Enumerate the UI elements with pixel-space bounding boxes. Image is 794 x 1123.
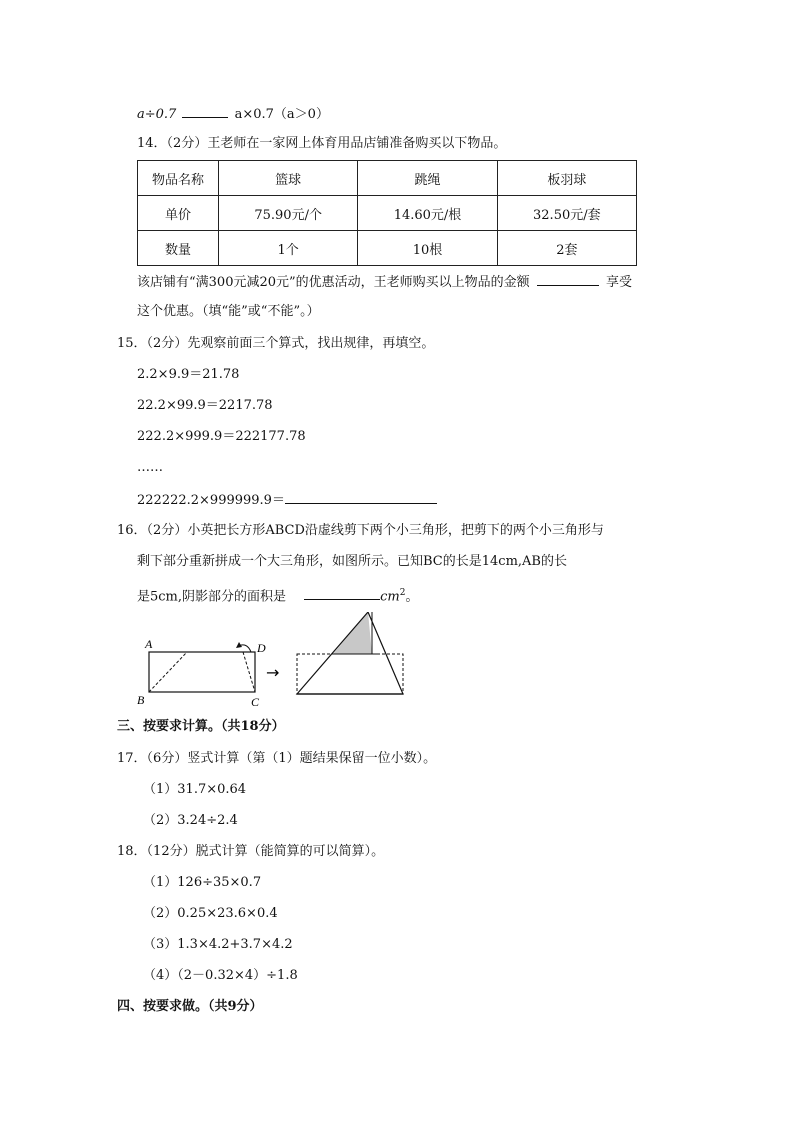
q16-unit-sup: 2 xyxy=(399,588,406,598)
q15-eq2: 22.2×99.9＝2217.78 xyxy=(137,398,273,413)
q15-eq4-line xyxy=(137,490,437,510)
cut-line-left xyxy=(149,652,187,692)
table-header-cell: 篮球 xyxy=(219,161,358,196)
section4-title: 四、按要求做。（共9分） xyxy=(117,999,263,1014)
table-row xyxy=(138,231,637,266)
q14-stem: 14．（2分）王老师在一家网上体育用品店铺准备购买以下物品。 xyxy=(137,136,507,151)
q13-line xyxy=(137,104,329,124)
table-header-cell: 跳绳 xyxy=(358,161,497,196)
q13-lhs: a÷0.7 xyxy=(137,107,177,122)
q16-answer-blank[interactable] xyxy=(304,586,380,600)
q16-end: 。 xyxy=(405,589,419,605)
table-row xyxy=(138,196,637,231)
q18-stem: 18．（12分）脱式计算（能简算的可以简算）。 xyxy=(117,844,385,859)
q16-line3-text: 是5cm,阴影部分的面积是 xyxy=(137,589,287,605)
q18-item: （1）126÷35×0.7 xyxy=(143,875,262,890)
q15-eq3: 222.2×999.9＝222177.78 xyxy=(137,429,306,444)
section3-title: 三、按要求计算。（共18分） xyxy=(117,719,285,734)
q16-line3 xyxy=(137,584,419,606)
table-cell: 10根 xyxy=(358,231,497,266)
q18-item: （2）0.25×23.6×0.4 xyxy=(143,906,278,921)
label-b: B xyxy=(137,693,145,707)
q18-item: （3）1.3×4.2+3.7×4.2 xyxy=(143,937,293,952)
q15-eq4: 222222.2×999999.9＝ xyxy=(137,493,285,508)
q14-text-line1 xyxy=(137,272,632,292)
q14-text-line2: 这个优惠。（填“能”或“不能”。） xyxy=(137,304,320,319)
label-d: D xyxy=(257,641,266,655)
q16-line2: 剩下部分重新拼成一个大三角形，如图所示。已知BC的长是14cm,AB的长 xyxy=(137,554,567,569)
table-cell: 单价 xyxy=(138,196,219,231)
q18-item: （4）（2－0.32×4）÷1.8 xyxy=(143,968,298,983)
q15-stem: 15．（2分）先观察前面三个算式，找出规律，再填空。 xyxy=(117,336,435,351)
label-a: A xyxy=(145,637,153,651)
table-cell: 2套 xyxy=(497,231,636,266)
q14-answer-blank[interactable] xyxy=(537,272,599,286)
q17-item: （1）31.7×0.64 xyxy=(143,782,247,797)
q15-eq1: 2.2×9.9＝21.78 xyxy=(137,367,240,382)
shaded-region xyxy=(333,612,372,654)
q16-line1: 16．（2分）小英把长方形ABCD沿虚线剪下两个小三角形，把剪下的两个小三角形与 xyxy=(117,523,604,538)
transform-arrow-icon: → xyxy=(266,663,280,682)
dashed-rectangle xyxy=(297,654,403,694)
q15-answer-blank[interactable] xyxy=(285,490,437,504)
q17-stem: 17．（6分）竖式计算（第（1）题结果保留一位小数）。 xyxy=(117,751,437,766)
table-cell: 数量 xyxy=(138,231,219,266)
q14-text1a: 该店铺有“满300元减20元”的优惠活动，王老师购买以上物品的金额 xyxy=(137,275,530,290)
q14-text1b: 享受 xyxy=(605,275,632,290)
table-cell: 1个 xyxy=(219,231,358,266)
table-header-cell: 板羽球 xyxy=(497,161,636,196)
goods-table xyxy=(137,160,637,266)
table-cell: 75.90元/个 xyxy=(219,196,358,231)
cut-line-right xyxy=(243,652,255,692)
q15-dots: …… xyxy=(137,460,163,475)
table-cell: 14.60元/根 xyxy=(358,196,497,231)
q16-unit: cm xyxy=(380,589,400,605)
q13-answer-blank[interactable] xyxy=(182,104,228,118)
table-header-row xyxy=(138,161,637,196)
rectangle-abcd xyxy=(149,652,255,692)
q17-item: （2）3.24÷2.4 xyxy=(143,813,238,828)
table-cell: 32.50元/套 xyxy=(497,196,636,231)
label-c: C xyxy=(251,695,260,709)
q16-figure xyxy=(135,612,415,712)
table-header-cell: 物品名称 xyxy=(138,161,219,196)
q13-rhs: a×0.7（a＞0） xyxy=(234,107,329,122)
